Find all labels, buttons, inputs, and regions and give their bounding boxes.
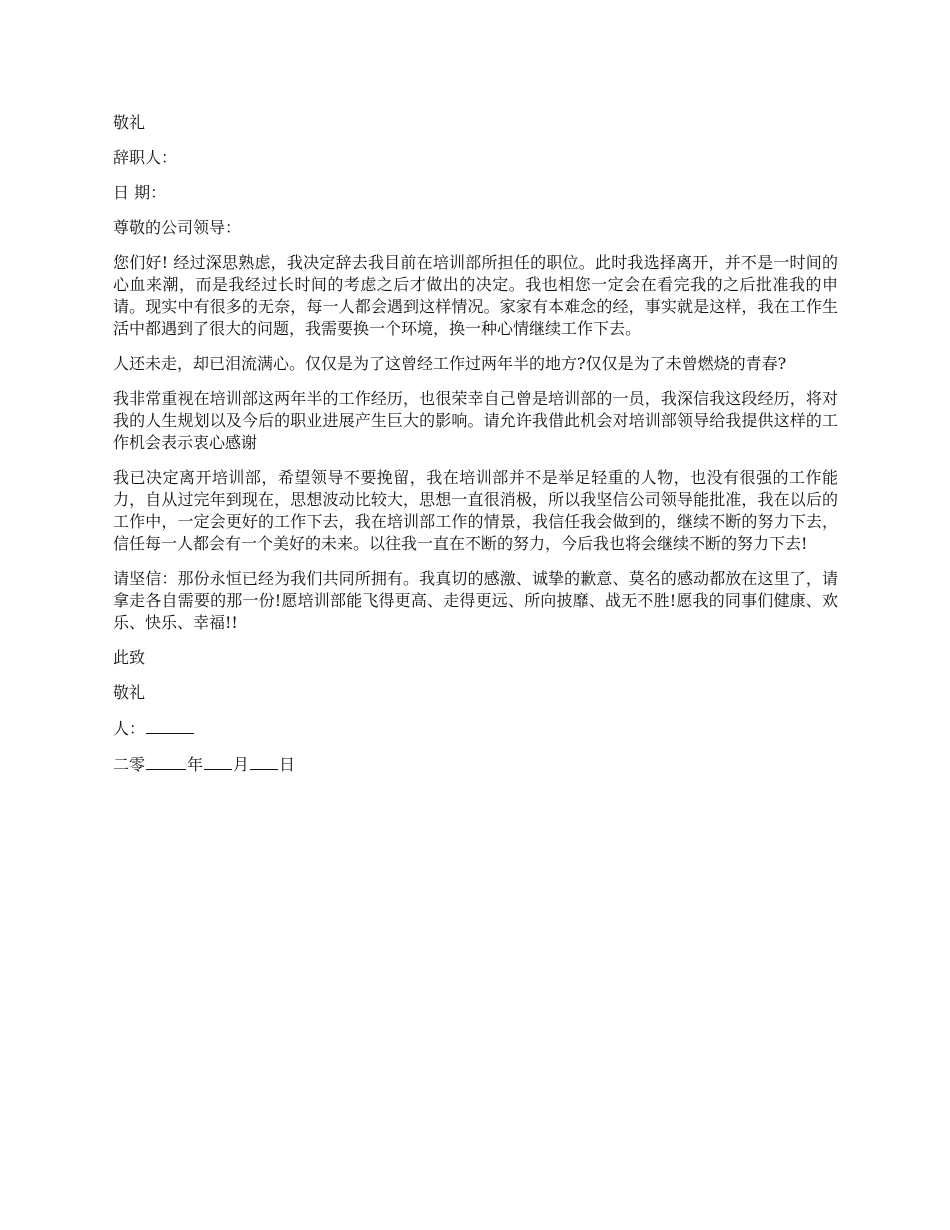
closing-2: 敬礼 <box>113 683 146 702</box>
day-char: 日 <box>279 755 296 774</box>
salutation: 尊敬的公司领导： <box>113 218 242 237</box>
month-char: 月 <box>233 755 250 774</box>
year-char: 年 <box>187 755 204 774</box>
closing-1: 此致 <box>113 648 146 667</box>
signature-line <box>113 717 838 740</box>
paragraph-1: 您们好! 经过深思熟虑，我决定辞去我目前在培训部所担任的职位。此时我选择离开，并不是一时间的心血来潮，而是我经过长时间的考虑之后才做出的决定。我也相您一定会在看完我的之后批准我的申请。现实中有很多的无奈，每一人都会遇到这样情况。家家有本难念的经，事实就是这样，我在工作生活中都遇到了很大的问题，我需要换一个环境，换一种心情继续工作下去。 <box>113 253 838 338</box>
date-prefix: 二零 <box>113 755 146 774</box>
paragraph-3: 我非常重视在培训部这两年半的工作经历，也很荣幸自己曾是培训部的一员，我深信我这段经历，将对我的人生规划以及今后的职业进展产生巨大的影响。请允许我借此机会对培训部领导给我提供这样的工作机会表示衷心感谢 <box>113 389 838 452</box>
signature-blank <box>146 717 194 734</box>
closing-top: 敬礼 <box>113 113 146 132</box>
paragraph-4: 我已决定离开培训部，希望领导不要挽留，我在培训部并不是举足轻重的人物，也没有很强的工作能力，自从过完年到现在，思想波动比较大，思想一直很消极，所以我坚信公司领导能批准，我在以后的工作中，一定会更好的工作下去，我在培训部工作的情景，我信任我会做到的，继续不断的努力下去，信任每一人都会有一个美好的未来。以往我一直在不断的努力，今后我也将会继续不断的努力下去! <box>113 468 838 553</box>
year-blank <box>146 753 186 770</box>
paragraph-5: 请坚信：那份永恒已经为我们共同所拥有。我真切的感激、诚挚的歉意、莫名的感动都放在这里了，请拿走各自需要的那一份!愿培训部能飞得更高、走得更远、所向披靡、战无不胜!愿我的同事们健康、欢乐、快乐、幸福!! <box>113 569 838 632</box>
date-line <box>113 753 838 776</box>
month-blank <box>204 753 232 770</box>
resigner-label: 辞职人： <box>113 148 178 167</box>
day-blank <box>250 753 278 770</box>
paragraph-2: 人还未走，却已泪流满心。仅仅是为了这曾经工作过两年半的地方?仅仅是为了未曾燃烧的青春? <box>113 354 787 373</box>
date-label: 日 期： <box>113 183 167 202</box>
signer-label: 人： <box>113 719 146 738</box>
letter-body <box>113 112 838 789</box>
